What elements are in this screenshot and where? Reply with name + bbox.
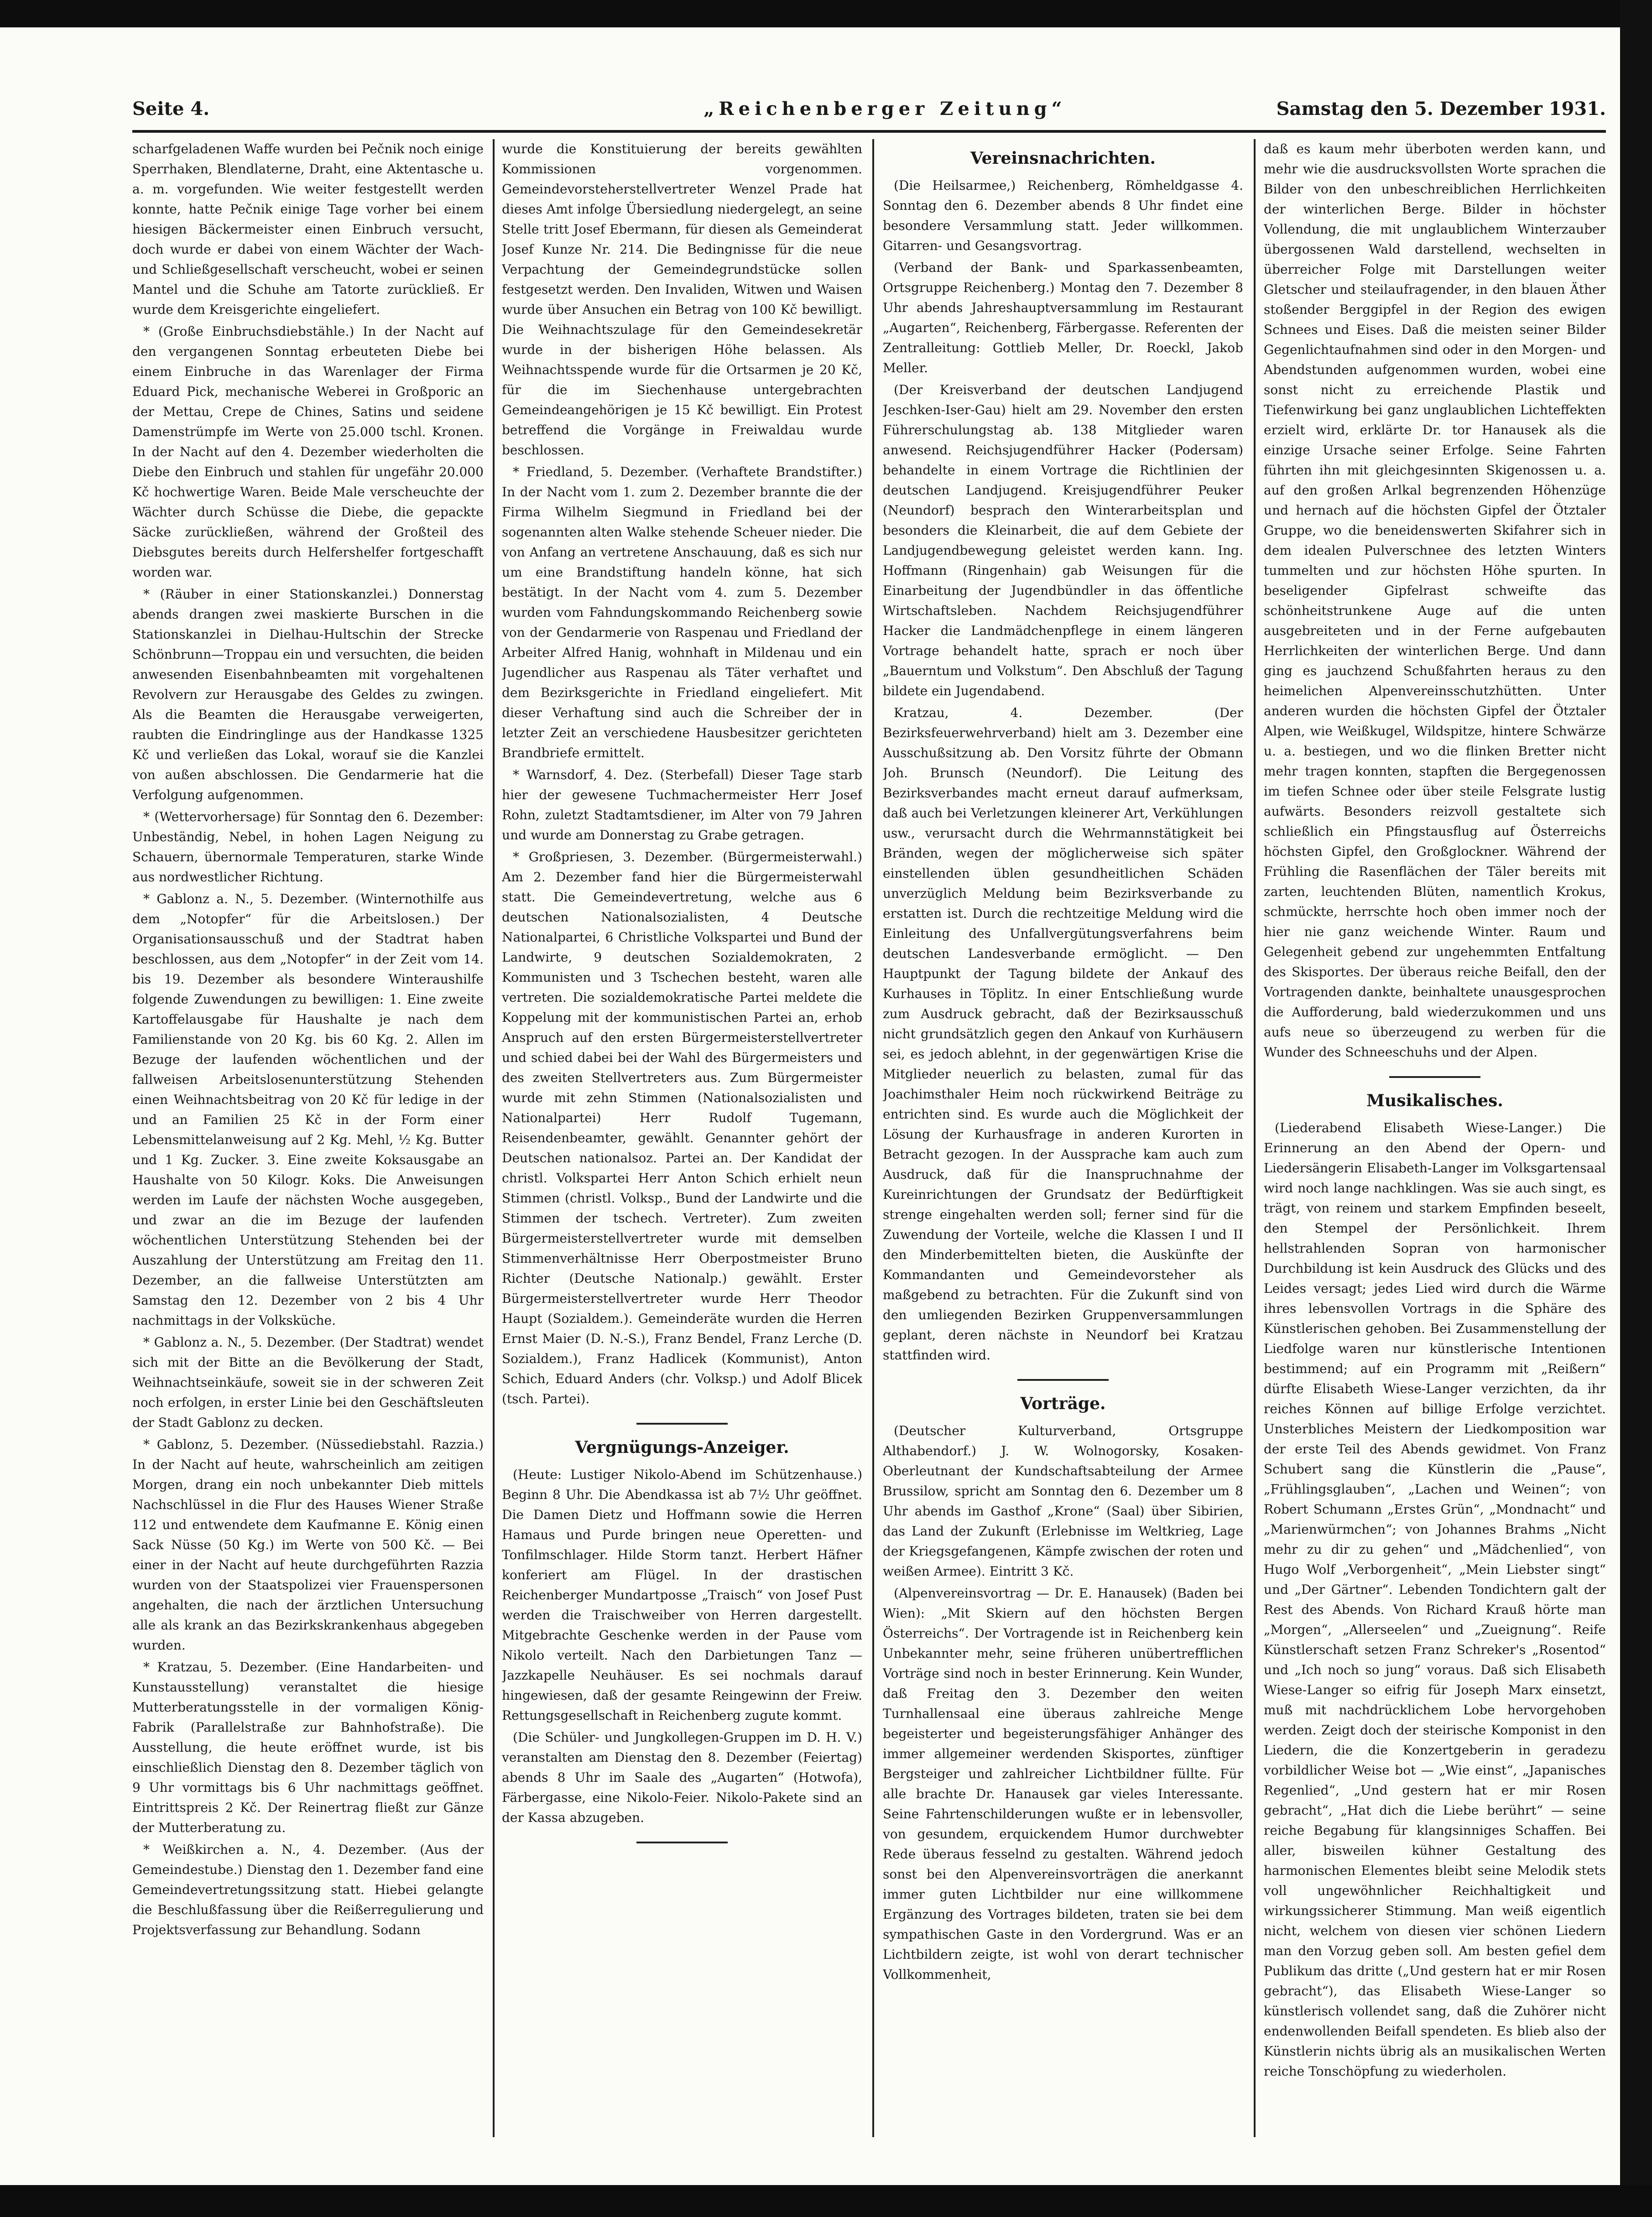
scan-border-bottom	[0, 2185, 1652, 2217]
lecture-item-alpenverein: (Alpenvereinsvortrag — Dr. E. Hanausek) (Baden bei Wien): „Mit Skiern auf den höchsten Bergen Österreichs“. Der Vortragende ist in Reichenberg kein Unbekannter mehr, seine früheren unübertrefflichen Vorträge sind noch in bester Erinnerung. Kein Wunder, daß Freitag den 3. Dezember den weiten Turnhallensaal eine überaus zahlreiche Menge begeisterter und begeisterungsfähiger Anhänger des immer allgemeiner werdenden Skisportes, zünftiger Bergsteiger und zahlreicher Lichtbildner füllte. Für alle brachte Dr. Hanausek gar vieles Interessante. Seine Fahrtenschilderungen wußte er in lebensvoller, von gesundem, erquickendem Humor durchwebter Rede überaus fesselnd zu gestalten. Während jedoch sonst bei den Alpenvereinsvorträgen die anerkannt immer guten Lichtbilder nur eine willkommene Ergänzung des Vortrages bildeten, traten sie bei dem sympathischen Gaste in den Vordergrund. Was er an Lichtbildern zeigte, ist wohl von derart technischer Vollkommenheit,	[883, 1586, 1243, 1982]
column-3	[883, 139, 1243, 2137]
news-item-raeuber: * (Räuber in einer Stationskanzlei.) Donnerstag abends drangen zwei maskierte Burschen in die Stationskanzlei in Dielhau-Hultschin der Strecke Schönbrunn—Troppau ein und versuchten, die beiden anwesenden Eisenbahnbeamten mit vorgehaltenen Revolvern zur Herausgabe des Geldes zu zwingen. Als die Beamten die Herausgabe verweigerten, raubten die Eindringlinge aus der Handkasse 1325 Kč und verließen das Lokal, worauf sie die Kanzlei von außen abschlossen. Die Gendarmerie hat die Verfolgung aufgenommen.	[132, 587, 484, 802]
news-item-buergermeisterwahl: * Großpriesen, 3. Dezember. (Bürgermeisterwahl.) Am 2. Dezember fand hier die Bürgermeisterwahl statt. Die Gemeindevertretung, welche aus 6 deutschen Nationalsozialisten, 4 Deutsche Nationalpartei, 6 Christliche Volkspartei und Bund der Landwirte, 9 deutschen Sozialdemokraten, 2 Kommunisten und 3 Tschechen besteht, waren alle vertreten. Die sozialdemokratische Partei meldete die Koppelung mit der kommunistischen Partei an, erhob Anspruch auf den ersten Bürgermeisterstellvertreter und schied dabei bei der Wahl des Bürgermeisters und des zweiten Stellvertreters aus. Zum Bürgermeister wurde mit zehn Stimmen (Nationalsozialisten und Nationalpartei) Herr Rudolf Tugemann, Reisendenbeamter, gewählt. Genannter gehört der Deutschen nationalsoz. Partei an. Der Kandidat der christl. Volkspartei Herr Anton Schich erhielt neun Stimmen (christl. Volksp., Bund der Landwirte und die Stimmen der tschech. Vertreter). Zum zweiten Bürgermeisterstellvertreter wurde mit demselben Stimmenverhältnisse Herr Oberpostmeister Bruno Richter (Deutsche Nationalp.) gewählt. Erster Bürgermeisterstellvertreter wurde Herr Theodor Haupt (Sozialdem.). Gemeinderäte wurden die Herren Ernst Maier (D. N.-S.), Franz Bendel, Franz Lerche (D. Sozialdem.), Franz Hadlicek (Kommunist), Anton Schich, Eduard Anders (chr. Volksp.) und Adolf Blicek (tsch. Partei).	[502, 849, 862, 1406]
club-item-landjugend: (Der Kreisverband der deutschen Landjugend Jeschken-Iser-Gau) hielt am 29. November den ersten Führerschulungstag ab. 138 Mitglieder waren anwesend. Reichsjugendführer Hacker (Podersam) behandelte in einem Vortrage die Richtlinien der deutschen Landjugend. Kreisjugendführer Peuker (Neundorf) besprach den Winterarbeitsplan und besonders die Kleinarbeit, die auf dem Gebiete der Landjugendbewegung geleistet werden kann. Ing. Hoffmann (Ringenhain) gab Weisungen für die Einarbeitung der Jugendbündler in das öffentliche Wirtschaftsleben. Nachdem Reichsjugendführer Hacker die Landmädchenpflege in einem längeren Vortrage behandelt hatte, sprach er noch über „Bauerntum und Volkstum“. Den Abschluß der Tagung bildete ein Jugendabend.	[883, 382, 1243, 698]
news-item-nuessediebstahl: * Gablonz, 5. Dezember. (Nüssediebstahl. Razzia.) In der Nacht auf heute, wahrscheinlich am zeitigen Morgen, drang ein noch unbekannter Dieb mittels Nachschlüssel in die Flur des Hauses Wiener Straße 112 und entwendete dem Kaufmanne E. König einen Sack Nüsse (50 Kg.) im Werte von 500 Kč. — Bei einer in der Nacht auf heute durchgeführten Razzia wurden von der Staatspolizei vier Frauenspersonen angehalten, die nach der ärztlichen Untersuchung alle als krank an das Bezirkskrankenhaus abgegeben wurden.	[132, 1437, 484, 1653]
announcement-nikolo-abend: (Heute: Lustiger Nikolo-Abend im Schützenhause.) Beginn 8 Uhr. Die Abendkassa ist ab 7½ Uhr geöffnet. Die Damen Dietz und Hoffmann sowie die Herren Hamaus und Purde bringen neue Operetten- und Tonfilmschlager. Hilde Storm tanzt. Herbert Häfner konferiert am Flügel. In der drastischen Reichenberger Mundartposse „Traisch“ von Josef Pust werden die Traischweiber von Herren dargestellt. Mitgebrachte Geschenke werden in der Pause vom Nikolo verteilt. Nach den Darbietungen Tanz — Jazzkapelle Neuhäuser. Es sei nochmals darauf hingewiesen, daß der gesamte Reingewinn der Freiw. Rettungsgesellschaft in Reichenberg zugute kommt.	[502, 1467, 862, 1723]
section-title-vortraege: Vorträge.	[1020, 1394, 1106, 1413]
section-divider	[636, 1842, 728, 1843]
column-4	[1264, 139, 1606, 2137]
column-divider	[872, 139, 874, 2137]
column-1	[132, 139, 484, 2137]
news-item-sterbefall: * Warnsdorf, 4. Dez. (Sterbefall) Dieser Tage starb hier der gewesene Tuchmachermeister Herr Josef Rohn, zuletzt Stadtamtsdiener, im Alter von 79 Jahren und wurde am Donnerstag zu Grabe getragen.	[502, 767, 862, 843]
scan-border-right	[1620, 0, 1652, 2217]
section-divider	[636, 1423, 728, 1425]
announcement-nikolo-feier: (Die Schüler- und Jungkollegen-Gruppen im D. H. V.) veranstalten am Dienstag den 8. Dezember (Feiertag) abends 8 Uhr im Saale des „Augarten“ (Hotwofa), Färbergasse, eine Nikolo-Feier. Nikolo-Pakete sind an der Kassa abzugeben.	[502, 1730, 862, 1825]
section-divider	[1389, 1076, 1480, 1078]
news-item-winternothilfe: * Gablonz a. N., 5. Dezember. (Winternothilfe aus dem „Notopfer“ für die Arbeitslosen.) Der Organisationsausschuß und der Stadtrat haben beschlossen, aus dem „Notopfer“ in der Zeit vom 14. bis 19. Dezember als besondere Winteraushilfe folgende Zuwendungen zu bewilligen: 1. Eine zweite Kartoffelausgabe für Haushalte je nach dem Familienstande von 20 Kg. bis 60 Kg. 2. Allen im Bezuge der laufenden wöchentlichen und der fallweisen Arbeitslosenunterstützung Stehenden einen Weihnachtsbeitrag von 20 Kč für ledige in der und an Familien 25 Kč in der Form einer Lebensmittelanweisung auf 2 Kg. Mehl, ½ Kg. Butter und 1 Kg. Zucker. 3. Eine zweite Koksausgabe an Haushalte von 50 Kilogr. Koks. Die Anweisungen werden im Laufe der nächsten Woche ausgegeben, und zwar an die im Bezuge der laufenden wöchentlichen Unterstützung Stehenden bei der Auszahlung der Unterstützung am Freitag den 11. Dezember, an die fallweise Unterstützten am Samstag den 12. Dezember von 2 bis 4 Uhr nachmittags in der Volksküche.	[132, 891, 484, 1328]
news-item-wettervorhersage: * (Wettervorhersage) für Sonntag den 6. Dezember: Unbeständig, Nebel, in hohen Lagen Neigung zu Schauern, übernormale Temperaturen, starke Winde aus nordwestlicher Richtung.	[132, 809, 484, 885]
club-item-feuerwehrverband: Kratzau, 4. Dezember. (Der Bezirksfeuerwehrverband) hielt am 3. Dezember eine Ausschußsitzung ab. Den Vorsitz führte der Obmann Joh. Brunsch (Neundorf). Die Leitung des Bezirksverbandes macht erneut darauf aufmerksam, daß auch bei Verletzungen kleinerer Art, Verkühlungen usw., verursacht durch die Wehrmannstätigkeit bei Bränden, wegen der möglicherweise sich später einstellenden üblen gesundheitlichen Schäden unverzüglich Meldung beim Bezirksverbande zu erstatten ist. Durch die rechtzeitige Meldung wird die Einleitung des Unfallvergütungsverfahrens beim deutschen Landesverbande ermöglicht. — Den Hauptpunkt der Tagung bildete der Ankauf des Kurhauses in Töplitz. In einer Entschließung wurde zum Ausdruck gebracht, daß der Bezirksausschuß nicht grundsätzlich gegen den Ankauf von Kurhäusern sei, es jedoch ablehnt, in der gegenwärtigen Krise die Mitglieder neuerlich zu belasten, zumal für das Joachimsthaler Heim noch rückwirkend Beiträge zu entrichten sind. Es wurde auch die Möglichkeit der Lösung der Kurhausfrage in anderen Kurorten in Betracht gezogen. In der Aussprache kam auch zum Ausdruck, daß für die Inanspruchnahme der Kureinrichtungen der Grundsatz der Bedürftigkeit strenge eingehalten werden soll; ferner sind für die Zuwendung der Vorteile, welche die Klassen I und II den Minderbemittelten bieten, die Auskünfte der Kommandanten und Gemeindevorsteher als maßgebend zu betrachten. Für die Zukunft sind von den umliegenden Bezirken Gruppenversammlungen geplant, deren nächste in Neundorf bei Kratzau stattfinden wird.	[883, 705, 1243, 1363]
article-continuation: scharfgeladenen Waffe wurden bei Pečnik noch einige Sperrhaken, Blendlaterne, Draht, eine Aktentasche u. a. m. vorgefunden. Wie weiter festgestellt werden konnte, hatte Pečnik einige Tage vorher bei einem hiesigen Bäckermeister einen Einbruch versucht, doch wurde er dabei von einem Wächter der Wach- und Schließgesellschaft verscheucht, wobei er seinen Mantel und die Schuhe am Tatorte zurückließ. Er wurde dem Kreisgerichte eingeliefert.	[132, 141, 484, 317]
column-divider	[493, 139, 495, 2137]
lecture-item-kulturverband: (Deutscher Kulturverband, Ortsgruppe Althabendorf.) J. W. Wolnogorsky, Kosaken-Oberleutnant der Kundschaftsabteilung der Armee Brussilow, spricht am Sonntag den 6. Dezember um 8 Uhr abends im Gasthof „Krone“ (Saal) über Sibirien, das Land der Zukunft (Erlebnisse im Weltkrieg, Lage der Kriegsgefangenen, Kämpfe zwischen der roten und weißen Armee). Eintritt 3 Kč.	[883, 1423, 1243, 1579]
issue-date: Samstag den 5. Dezember 1931.	[1276, 98, 1606, 120]
page-header	[132, 98, 1606, 125]
club-item-bankbeamten: (Verband der Bank- und Sparkassenbeamten, Ortsgruppe Reichenberg.) Montag den 7. Dezember 8 Uhr abends Jahreshauptversammlung im Restaurant „Augarten“, Reichenberg, Färbergasse. Referenten der Zentralleitung: Gottlieb Meller, Dr. Roeckl, Jakob Meller.	[883, 260, 1243, 375]
newspaper-title: „Reichenberger Zeitung“	[704, 98, 1067, 120]
column-divider	[1254, 139, 1256, 2137]
column-2	[502, 139, 862, 2137]
page-number: Seite 4.	[132, 98, 210, 120]
article-continuation: daß es kaum mehr überboten werden kann, und mehr wie die ausdrucksvollsten Worte sprachen die Bilder von den unbeschreiblichen Herrlichkeiten der winterlichen Berge. Bilder in höchster Vollendung, die mit unglaublichem Winterzauber übergossenen Wald darstellend, wechselten in überreicher Folge mit Darstellungen weiter Gletscher und steilaufragender, in den blauen Äther stoßender Berggipfel in der Region des ewigen Schnees und Eises. Daß die meisten seiner Bilder Gegenlichtaufnahmen sind oder in den Morgen- und Abendstunden aufgenommen wurden, wobei eine sonst nicht zu erreichende Plastik und Tiefenwirkung bei ganz unglaublichen Lichteffekten erzielt wird, erklärte Dr. tor Hanausek als die einzige Ursache seiner Erfolge. Seine Fahrten führten ihn mit gleichgesinnten Skigenossen u. a. auf den großen Arlkal begrenzenden Höhenzüge und hernach auf die höchsten Gipfel der Ötztaler Gruppe, wo die beneidenswerten Skifahrer sich in dem idealen Pulverschnee des letzten Winters tummelten und zur höchsten Höhe spurten. In beseligender Gipfelrast schweifte das schönheitstrunkene Auge auf die unten ausgebreiteten und in der Ferne aufgebauten Herrlichkeiten der winterlichen Berge. Und dann ging es jauchzend Schußfahrten heraus zu den heimelichen Alpenvereinsschutzhütten. Unter anderen wurden die höchsten Gipfel der Ötztaler Alpen, wie Weißkugel, Wildspitze, hintere Schwärze u. a. bestiegen, und wo die flinken Bretter nicht mehr tragen konnten, stapften die Bergegenossen im tiefen Schnee oder über steile Felsgrate lustig aufwärts. Besonders reizvoll gestaltete sich schließlich ein Pfingstausflug auf Österreichs höchsten Gipfel, den Großglockner. Während der Frühling die Rasenflächen der Täler bereits mit zarten, leuchtenden Blüten, namentlich Krokus, schmückte, herrschte hoch oben immer noch der hier nie ganz weichende Winter. Raum und Gelegenheit gebend zur ungehemmten Entfaltung des Skisportes. Der überaus reiche Beifall, den der Vortragenden dankte, beinhaltete unausgesprochen die Aufforderung, bald wiederzukommen und uns aufs neue so überzeugend zu werben für die Wunder des Schneeschuhs und der Alpen.	[1264, 141, 1606, 1060]
section-divider	[1017, 1379, 1109, 1381]
article-continuation: wurde die Konstituierung der bereits gewählten Kommissionen vorgenommen. Gemeindevorsteherstellvertreter Wenzel Prade hat dieses Amt infolge Übersiedlung niedergelegt, an seine Stelle tritt Josef Ebermann, für diesen als Gemeinderat Josef Kunze Nr. 214. Die Bedingnisse für die neue Verpachtung der Gemeindegrundstücke sollen festgesetzt werden. Den Invaliden, Witwen und Waisen wurde über Ansuchen ein Betrag von 100 Kč bewilligt. Die Weihnachtszulage für den Gemeindesekretär wurde in der bisherigen Höhe belassen. Als Weihnachtsspende wurde für die Ortsarmen je 20 Kč, für die im Siechenhause untergebrachten Gemeindeangehörigen je 15 Kč bewilligt. Ein Protest betreffend die Vorgänge in Freiwaldau wurde beschlossen.	[502, 141, 862, 458]
music-item-liederabend: (Liederabend Elisabeth Wiese-Langer.) Die Erinnerung an den Abend der Opern- und Liedersängerin Elisabeth-Langer im Volksgartensaal wird noch lange nachklingen. Was sie auch singt, es trägt, von reinem und starkem Empfinden beseelt, den Stempel der Persönlichkeit. Ihrem hellstrahlenden Sopran von harmonischer Durchbildung ist kein Ausdruck des Glücks und des Leides versagt; jedes Lied wird durch die Wärme ihres lebensvollen Vortrags in die Sphäre des Künstlerischen gehoben. Bei Zusammenstellung der Liedfolge waren nur künstlerische Intentionen bestimmend; auf ein Programm mit „Reißern“ dürfte Elisabeth Wiese-Langer verzichten, da ihr reiches Können auf billige Erfolge verzichtet. Unsterbliches Meistern der Liedkomposition war der erste Teil des Abends gewidmet. Von Franz Schubert sang die Künstlerin die „Pause“, „Frühlingsglauben“, „Lachen und Weinen“; von Robert Schumann „Erstes Grün“, „Mondnacht“ und „Marienwürmchen“; von Johannes Brahms „Nicht mehr zu dir zu gehen“ und „Mädchenlied“, von Hugo Wolf „Verborgenheit“, „Mein Liebster singt“ und „Der Gärtner“. Lebenden Tondichtern galt der Rest des Abends. Von Richard Krauß hörte man „Morgen“, „Allerseelen“ und „Zueignung“. Reife Künstlerschaft setzen Franz Schreker's „Rosentod“ und „Ich noch so jung“ voraus. Daß sich Elisabeth Wiese-Langer so eifrig für Joseph Marx einsetzt, muß mit nachdrücklichem Lobe hervorgehoben werden. Zeigt doch der steirische Komponist in den Liedern, die die Konzertgeberin in geradezu vorbildlicher Weise bot — „Wie einst“, „Japanisches Regenlied“, „Und gestern hat er mir Rosen gebracht“, „Hat dich die Liebe berührt“ — seine reiche Begabung für klangsinniges Schaffen. Bei aller, bisweilen kühner Gestaltung des harmonischen Elementes bleibt seine Melodik stets voll ungewöhnlicher Reichhaltigkeit und wirkungssicherer Stimmung. Man weiß eigentlich nicht, welchem von diesen vier schönen Liedern man den Vorzug geben soll. Am besten gefiel dem Publikum das dritte („Und gestern hat er mir Rosen gebracht“), das Elisabeth Wiese-Langer so künstlerisch vollendet sang, daß die Zuhörer nicht endenwollenden Beifall spendeten. Es blieb also der Künstlerin nichts übrig als an musikalischen Werten reiche Tonschöpfung zu wiederholen.	[1264, 1120, 1606, 2079]
club-item-heilsarmee: (Die Heilsarmee,) Reichenberg, Römheldgasse 4. Sonntag den 6. Dezember abends 8 Uhr findet eine besondere Versammlung statt. Jeder willkommen. Gitarren- und Gesangsvortrag.	[883, 178, 1243, 253]
news-item-brandstifter: * Friedland, 5. Dezember. (Verhaftete Brandstifter.) In der Nacht vom 1. zum 2. Dezember brannte die der Firma Wilhelm Siegmund in Friedland bei der sogenannten alten Walke stehende Scheuer nieder. Die von Anfang an vertretene Anschauung, daß es sich nur um eine Brandstiftung handeln könne, hat sich bestätigt. In der Nacht vom 4. zum 5. Dezember wurden vom Fahndungskommando Reichenberg sowie von der Gendarmerie von Raspenau und Friedland der Arbeiter Alfred Hanig, wohnhaft in Mildenau und ein Jugendlicher aus Raspenau als Täter verhaftet und dem Bezirksgerichte in Friedland eingeliefert. Mit dieser Verhaftung sind auch die Schreiber der in letzter Zeit an verschiedene Hausbesitzer gerichteten Brandbriefe ermittelt.	[502, 464, 862, 760]
section-title-musikalisches: Musikalisches.	[1366, 1091, 1503, 1110]
news-item-weisskirchen: * Weißkirchen a. N., 4. Dezember. (Aus der Gemeindestube.) Dienstag den 1. Dezember fand eine Gemeindevertretungssitzung statt. Hiebei gelangte die Beschlußfassung über die Reißerregulierung und Projektsverfassung zur Behandlung. Sodann	[132, 1842, 484, 1937]
section-title-vereinsnachrichten: Vereinsnachrichten.	[970, 149, 1156, 168]
news-item-einbruchsdiebstaehle: * (Große Einbruchsdiebstähle.) In der Nacht auf den vergangenen Sonntag erbeuteten Diebe bei einem Einbruche in das Warenlager der Firma Eduard Pick, mechanische Weberei in Großporic an der Mettau, Crepe de Chines, Satins und seidene Damenstrümpfe im Werte von 25.000 tschl. Kronen. In der Nacht auf den 4. Dezember wiederholten die Diebe den Einbruch und stahlen für ungefähr 20.000 Kč hochwertige Waren. Beide Male verscheuchte der Wächter durch Schüsse die Diebe, die gepackte Säcke zurückließen, während der Großteil des Diebsgutes bereits durch Helfershelfer fortgeschafft worden war.	[132, 324, 484, 580]
news-item-kunstausstellung: * Kratzau, 5. Dezember. (Eine Handarbeiten- und Kunstausstellung) veranstaltet die hiesige Mutterberatungsstelle in der vormaligen König-Fabrik (Parallelstraße zur Bahnhofstraße). Die Ausstellung, die heute eröffnet wurde, ist bis einschließlich Dienstag den 8. Dezember täglich von 9 Uhr vormittags bis 6 Uhr nachmittags geöffnet. Eintrittspreis 2 Kč. Der Reinertrag fließt zur Gänze der Mutterberatung zu.	[132, 1660, 484, 1835]
header-rule	[132, 130, 1606, 133]
section-title-vergnuegungs-anzeiger: Vergnügungs-Anzeiger.	[575, 1438, 789, 1457]
scan-border-top	[0, 0, 1652, 27]
news-item-stadtrat-gablonz: * Gablonz a. N., 5. Dezember. (Der Stadtrat) wendet sich mit der Bitte an die Bevölkerung der Stadt, Weihnachtseinkäufe, soweit sie in der schweren Zeit noch erfolgen, in erster Linie bei den Geschäftsleuten der Stadt Gablonz zu decken.	[132, 1335, 484, 1430]
